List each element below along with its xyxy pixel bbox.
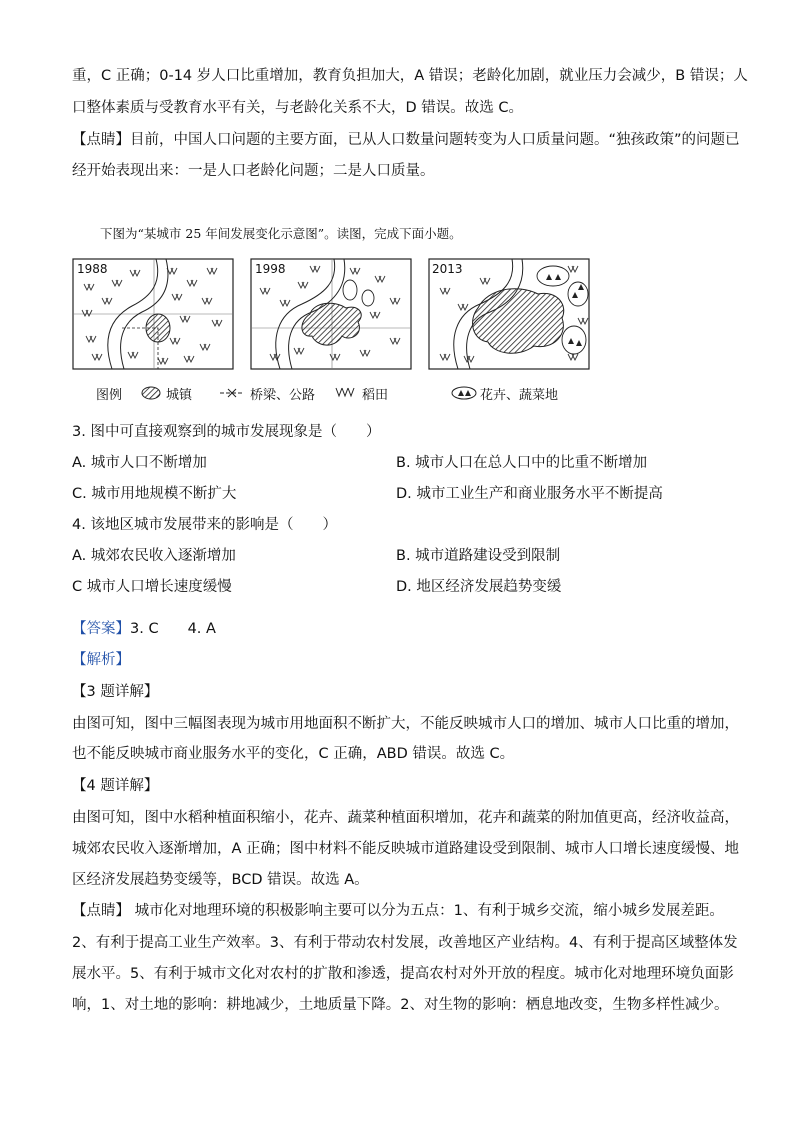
tip2-tag: 【点睛】 [72, 903, 130, 919]
tip-line-4: 响，1、对土地的影响：耕地减少，土地质量下降。2、对生物的影响：栖息地改变，生物多样性减少。 [72, 997, 729, 1013]
town-legend-icon [140, 385, 162, 401]
tip-tag: 【点睛】 [72, 132, 130, 148]
tip2-text: 城市化对地理环境的积极影响主要可以分为五点：1、有利于城乡交流，缩小城乡发展差距。 [130, 903, 724, 919]
q3-option-d: D. 城市工业生产和商业服务水平不断提高 [396, 486, 663, 502]
answer-text: 3. C 4. A [130, 621, 216, 637]
road-legend-icon [218, 385, 246, 401]
legend-town: 城镇 [166, 388, 193, 403]
tip-line-2: 2、有利于提高工业生产效率。3、有利于带动农村发展，改善地区产业结构。4、有利于提高区域整体发 [72, 935, 738, 951]
q4-stem: 4. 该地区城市发展带来的影响是（ ） [72, 517, 337, 533]
rice-legend-icon [334, 385, 360, 401]
q3-detail-line-2: 也不能反映城市商业服务水平的变化，C 正确，ABD 错误。故选 C。 [72, 746, 515, 762]
q3-detail-line-1: 由图可知，图中三幅图表现为城市用地面积不断扩大，不能反映城市人口的增加、城市人口比重的增加， [72, 716, 739, 732]
q4-option-c: C 城市人口增长速度缓慢 [72, 579, 232, 595]
legend-flower: 花卉、蔬菜地 [480, 388, 559, 403]
q4-option-a: A. 城郊农民收入逐渐增加 [72, 548, 236, 564]
q4-option-b: B. 城市道路建设受到限制 [396, 548, 561, 564]
text-line-2: 口整体素质与受教育水平有关，与老龄化关系不大，D 错误。故选 C。 [72, 100, 524, 116]
legend-title: 图例 [96, 388, 123, 403]
q4-detail-tag: 【4 题详解】 [72, 778, 159, 794]
q3-option-b: B. 城市人口在总人口中的比重不断增加 [396, 455, 648, 471]
legend-road: 桥梁、公路 [250, 388, 316, 403]
q4-detail-line-2: 城郊农民收入逐渐增加，A 正确；图中材料不能反映城市道路建设受到限制、城市人口增长速度缓慢、地 [72, 841, 740, 857]
tip-text: 目前，中国人口问题的主要方面，已从人口数量问题转变为人口质量问题。“独孩政策”的问题已 [130, 132, 740, 148]
q4-detail-line-1: 由图可知，图中水稻种植面积缩小，花卉、蔬菜种植面积增加，花卉和蔬菜的附加值更高，经济收益高， [72, 810, 739, 826]
year-label-1988: 1988 [77, 262, 108, 276]
q3-option-a: A. 城市人口不断增加 [72, 455, 207, 471]
answer-tag: 【答案】 [72, 621, 130, 637]
city-development-maps [72, 258, 600, 372]
year-label-1998: 1998 [255, 262, 286, 276]
answer-line [72, 619, 216, 639]
q4-detail-line-3: 区经济发展趋势变缓等，BCD 错误。故选 A。 [72, 872, 369, 888]
figure-caption: 下图为“某城市 25 年间发展变化示意图”。读图，完成下面小题。 [100, 226, 462, 241]
q3-option-c: C. 城市用地规模不断扩大 [72, 486, 237, 502]
text-line-4: 经开始表现出来：一是人口老龄化问题；二是人口质量。 [72, 163, 435, 179]
q4-option-d: D. 地区经济发展趋势变缓 [396, 579, 562, 595]
text-line-1: 重，C 正确；0-14 岁人口比重增加，教育负担加大，A 错误；老龄化加剧，就业压力会减少，B 错误；人 [72, 68, 748, 84]
tip-line-3: 展水平。5、有利于城市文化对农村的扩散和渗透，提高农村对外开放的程度。城市化对地理环境负面影 [72, 966, 734, 982]
tip-line-1 [72, 901, 724, 921]
text-line-3 [72, 130, 740, 150]
year-label-2013: 2013 [432, 262, 463, 276]
q3-stem: 3. 图中可直接观察到的城市发展现象是（ ） [72, 424, 381, 440]
flower-legend-icon [450, 385, 478, 401]
maps-svg [72, 258, 600, 372]
q3-detail-tag: 【3 题详解】 [72, 684, 159, 700]
analysis-tag: 【解析】 [72, 652, 130, 668]
legend-rice: 稻田 [362, 388, 389, 403]
